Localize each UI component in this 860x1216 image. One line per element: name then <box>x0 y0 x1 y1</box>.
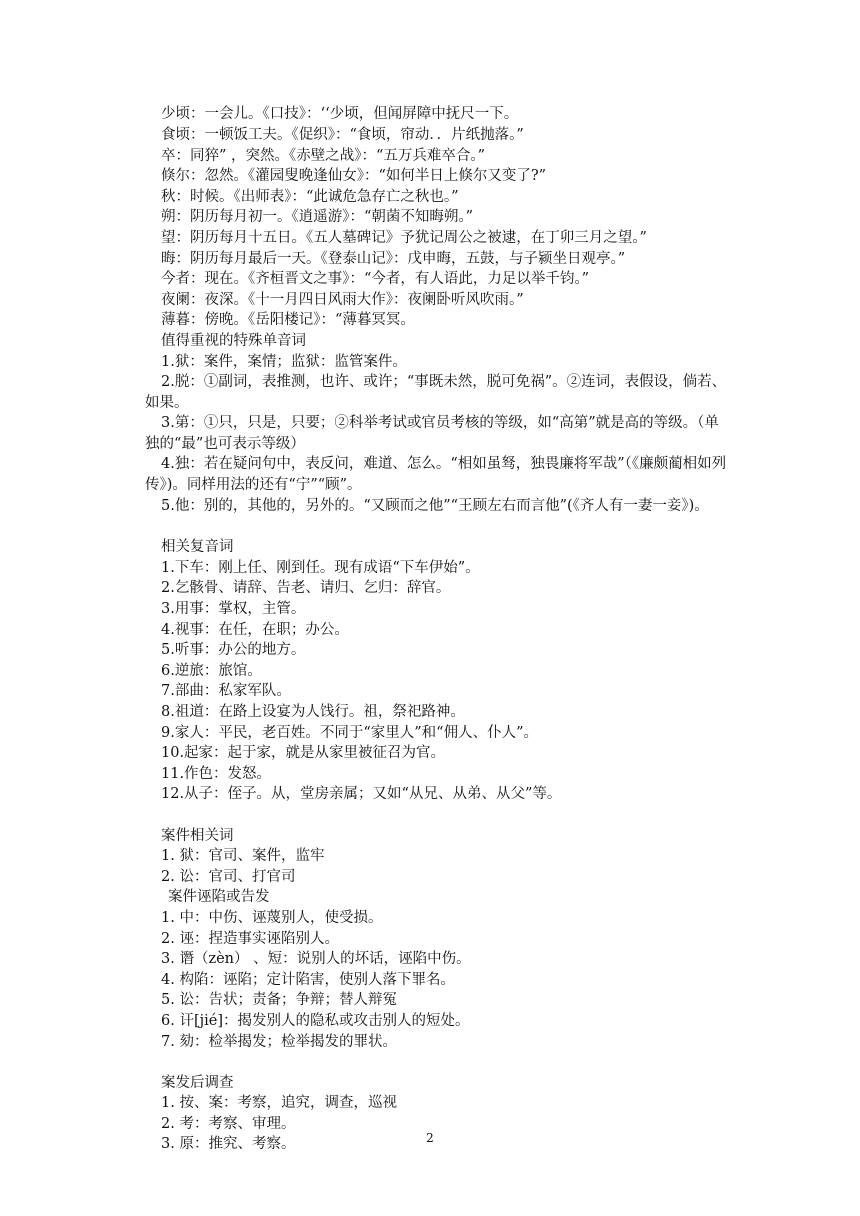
definition-line: 今者：现在。《齐桓晋文之事》：“今者，有人语此，力足以举千钧。” <box>161 271 590 287</box>
list-item: 1. 狱：官司、案件，监牢 <box>161 848 325 864</box>
definition-line: 卒：同猝” ，突然。《赤壁之战》：“五万兵难卒合。” <box>161 148 486 164</box>
list-item: 12.从子：侄子。从，堂房亲属；又如“从兄、从弟、从父”等。 <box>161 786 562 802</box>
list-item: 1.下车：刚上任、刚到任。现有成语“下车伊始”。 <box>161 560 480 576</box>
definition-line: 倏尔：忽然。《灌园叟晚逢仙女》：“如何半日上倏尔又变了?” <box>161 168 547 184</box>
list-item: 1. 按、案：考察，追究，调查，巡视 <box>161 1095 397 1111</box>
list-item: 6.逆旅：旅馆。 <box>161 663 262 679</box>
list-item: 3.用事：掌权，主管。 <box>161 601 306 617</box>
definition-line: 薄暮：傍晚。《岳阳楼记》：“薄暮冥冥。 <box>161 312 415 328</box>
list-item: 5.听事：办公的地方。 <box>161 642 306 658</box>
list-item: 9.家人：平民，老百姓。不同于“家里人”和“佣人、仆人”。 <box>161 725 538 741</box>
list-item: 7.部曲：私家军队。 <box>161 683 291 699</box>
list-item: 2.乞骸骨、请辞、告老、请归、乞归：辞官。 <box>161 580 451 596</box>
list-item: 3. 原：推究、考察。 <box>161 1136 296 1152</box>
list-item: 4. 构陷：诬陷；定计陷害，使别人落下罪名。 <box>161 972 455 988</box>
section-heading: 相关复音词 <box>161 539 234 555</box>
definition-line: 少顷：一会儿。《口技》：‘‘少顷，但闻屏障中抚尺一下。 <box>161 106 519 122</box>
list-item: 1.狱：案件，案情；监狱：监管案件。 <box>161 354 407 370</box>
list-item: 2. 诬：捏造事实诬陷别人。 <box>161 931 339 947</box>
page-number: 2 <box>426 1131 434 1145</box>
list-item: 6. 讦[jié]：揭发别人的隐私或攻击别人的短处。 <box>161 1013 470 1029</box>
section-heading: 案件相关词 <box>161 828 234 844</box>
list-item: 11.作色：发怒。 <box>161 766 272 782</box>
list-item: 2.脱：①副词，表推测，也许、或许；“事既未然，脱可免祸”。②连词，表假设，倘若、如果。 <box>145 374 727 411</box>
list-item: 4.独：若在疑问句中，表反问，难道、怎么。“相如虽驽，独畏廉将军哉”（《廉颇蔺相如列传》)。同样用法的还有“宁”“顾”。 <box>145 456 727 493</box>
definition-line: 朔：阴历每月初一。《逍遥游》：“朝菌不知晦朔。” <box>161 209 474 225</box>
list-item: 2. 考：考察、审理。 <box>161 1116 296 1132</box>
list-item: 8.祖道：在路上设宴为人饯行。祖，祭祀路神。 <box>161 704 465 720</box>
list-item: 1. 中：中伤、诬蔑别人，使受损。 <box>161 910 383 926</box>
list-item: 4.视事：在任，在职；办公。 <box>161 622 349 638</box>
definition-line: 晦：阴历每月最后一天。《登泰山记》：戊申晦，五鼓，与子颍坐日观亭。” <box>161 251 626 267</box>
list-item: 2. 讼：官司、打官司 <box>161 869 296 885</box>
definition-line: 秋：时候。《出师表》：“此诚危急存亡之秋也。” <box>161 189 459 205</box>
definition-line: 望：阴历每月十五日。《五人墓碑记》予犹记周公之被逮，在丁卯三月之望。” <box>161 230 647 246</box>
list-item: 7. 劾：检举揭发；检举揭发的罪状。 <box>161 1034 397 1050</box>
list-item: 5.他：别的，其他的，另外的。“又顾而之他”“王顾左右而言他”(《齐人有一妻一妾》)。 <box>161 498 709 514</box>
list-item: 10.起家：起于家，就是从家里被征召为官。 <box>161 745 446 761</box>
definition-line: 食顷：一顿饭工夫。《促织》：“食顷，帘动．．片纸抛落。” <box>161 127 524 143</box>
list-item: 5. 讼：告状；责备；争辩；替人辩冤 <box>161 992 397 1008</box>
list-item: 3. 谮（zèn） 、短：说别人的坏话，诬陷中伤。 <box>161 951 471 967</box>
section-heading: 值得重视的特殊单音词 <box>161 333 306 349</box>
section-heading: 案件诬陷或告发 <box>168 889 270 905</box>
definition-line: 夜阑：夜深。《十一月四日风雨大作》：夜阑卧听风吹雨。” <box>161 292 524 308</box>
section-heading: 案发后调查 <box>161 1075 234 1091</box>
list-item: 3.第：①只，只是，只要；②科举考试或官员考核的等级，如“高第”就是高的等级。（单独的“最”也可表示等级） <box>145 415 719 452</box>
